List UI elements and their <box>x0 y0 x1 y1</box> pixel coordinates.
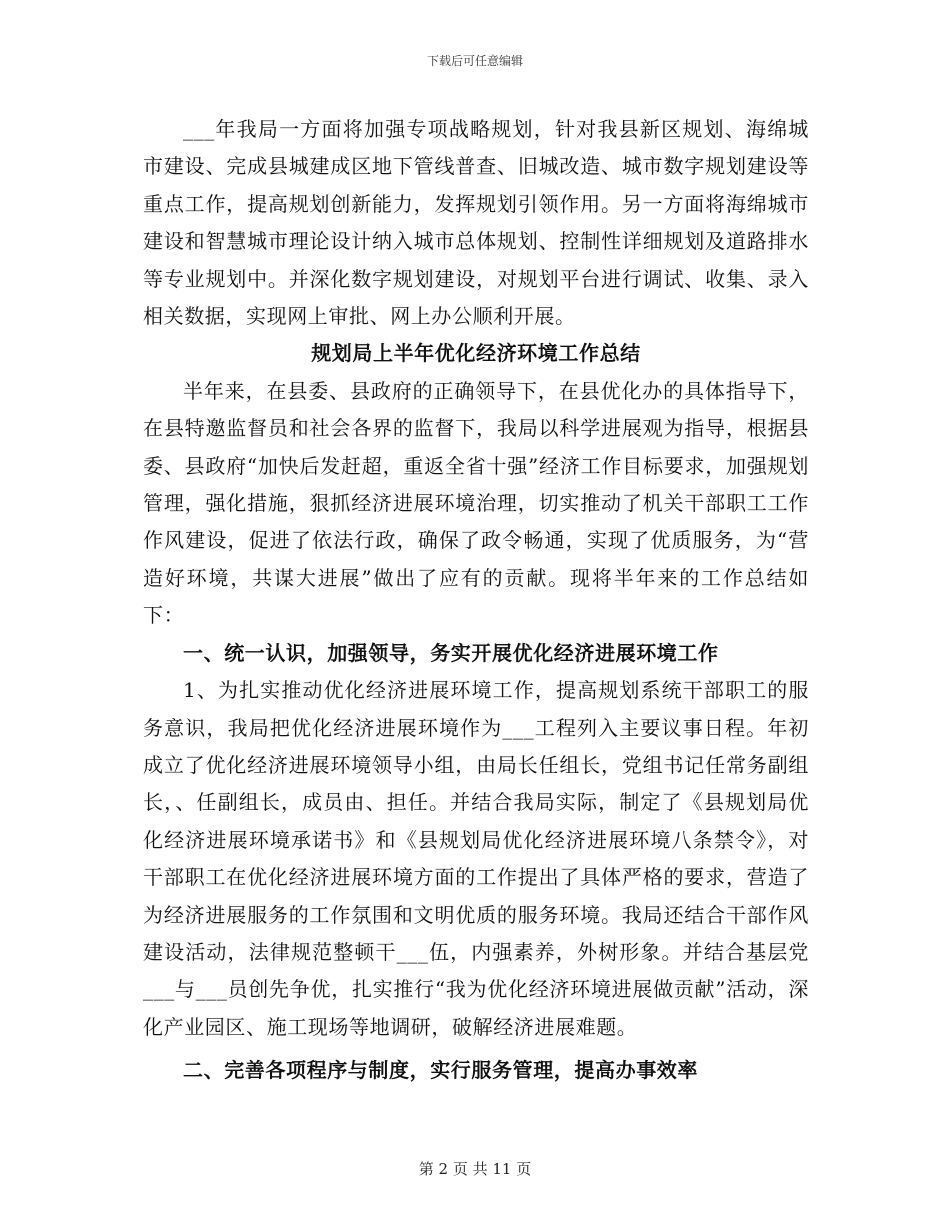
paragraph-planning-intro: ___年我局一方面将加强专项战略规划，针对我县新区规划、海绵城市建设、完成县城建成区地下管线普查、旧城改造、城市数字规划建设等重点工作，提高规划创新能力，发挥规划引领作用。另一方面将海绵城市建设和智慧城市理论设计纳入城市总体规划、控制性详细规划及道路排水等专业规划中。并深化数字规划建设，对规划平台进行调试、收集、录入相关数据，实现网上审批、网上办公顺利开展。 <box>143 117 809 329</box>
document-title: 规划局上半年优化经济环境工作总结 <box>311 341 641 366</box>
page-header: 下载后可任意编辑 <box>426 54 523 68</box>
section-heading-1: 一、统一认识，加强领导，务实开展优化经济进展环境工作 <box>183 640 719 665</box>
paragraph-half-year-summary: 半年来，在县委、县政府的正确领导下，在县优化办的具体指导下，在县特邀监督员和社会各界的监督下，我局以科学进展观为指导，根据县委、县政府“加快后发赶超，重返全省十强”经济工作目标要求，加强规划管理，强化措施，狠抓经济进展环境治理，切实推动了机关干部职工工作作风建设，促进了依法行政，确保了政令畅通，实现了优质服务，为“营造好环境，共谋大进展”做出了应有的贡献。现将半年来的工作总结如下： <box>143 378 809 628</box>
paragraph-section-1-item-1: 1、为扎实推动优化经济进展环境工作，提高规划系统干部职工的服务意识，我局把优化经济进展环境作为___工程列入主要议事日程。年初成立了优化经济进展环境领导小组，由局长任组长，党组书记任常务副组长，、任副组长，成员由、担任。并结合我局实际，制定了《县规划局优化经济进展环境承诺书》和《县规划局优化经济进展环境八条禁令》，对干部职工在优化经济进展环境方面的工作提出了具体严格的要求，营造了为经济进展服务的工作氛围和文明优质的服务环境。我局还结合干部作风建设活动，法律规范整顿干___伍，内强素养，外树形象。并结合基层党___与___员创先争优，扎实推行“我为优化经济环境进展做贡献”活动，深化产业园区、施工现场等地调研，破解经济进展难题。 <box>143 678 809 1039</box>
page-number-footer: 第 2 页 共 11 页 <box>418 1160 532 1178</box>
document-body <box>143 111 809 1090</box>
section-heading-2: 二、完善各项程序与制度，实行服务管理，提高办事效率 <box>183 1058 698 1083</box>
